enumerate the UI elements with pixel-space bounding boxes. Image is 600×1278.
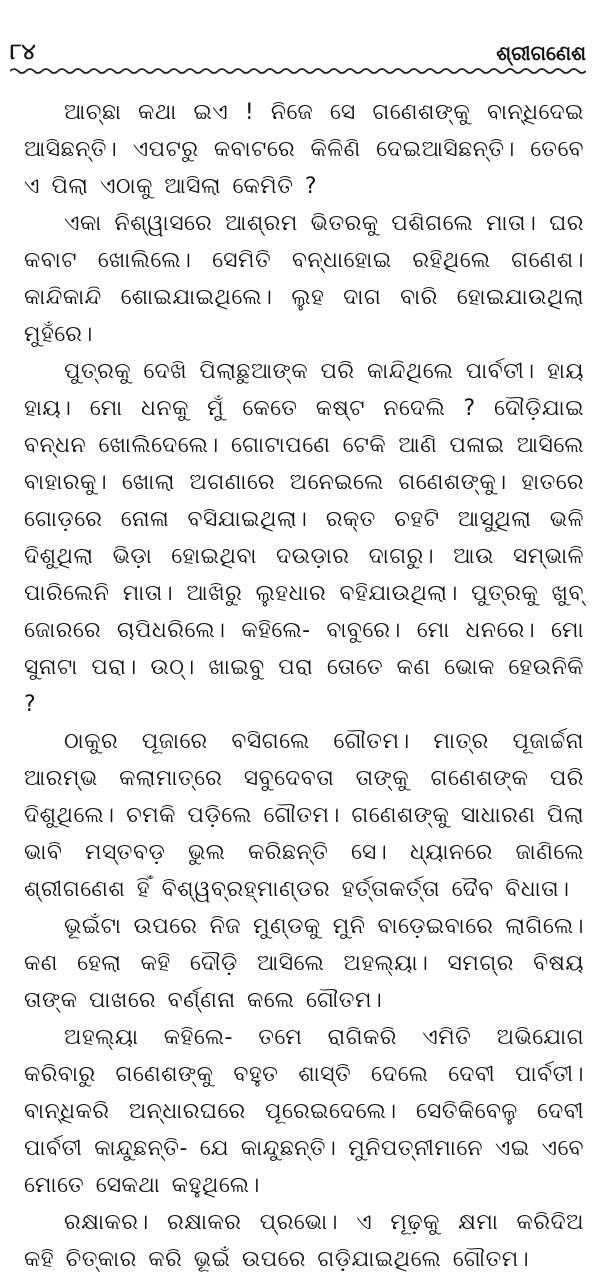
paragraph-1: ଆଚ୍ଛା କଥା ଇଏ ! ନିଜେ ସେ ଗଣେଶଙ୍କୁ ବାନ୍ଧିଦେଇ ଆସିଛନ୍ତି। ଏପଟରୁ କବାଟରେ କିଳିଣି ଦେଇଆସିଛନ୍ତି। ତେବେ ଏ ପିଲା ଏଠାକୁ ଆସିଲା କେମିତି ?	[24, 100, 584, 199]
decorative-wavy-rule	[10, 66, 586, 76]
page-header	[10, 40, 586, 80]
paragraph-2: ଏକା ନିଶ୍ୱାସରେ ଆଶ୍ରମ ଭିତରକୁ ପଶିଗଲେ ମାତା। ଘର କବାଟ ଖୋଲିଲେ। ସେମିତି ବନ୍ଧାହୋଇ ରହିଥିଲେ ଗଣେଶ। କାନ୍ଦିକାନ୍ଦି ଶୋଇଯାଇଥିଲେ। ଲୁହ ଦାଗ ବାରି ହୋଇଯାଉଥିଲା ମୁହଁରେ।	[24, 211, 584, 347]
paragraph-4: ଠାକୁର ପୂଜାରେ ବସିଗଲେ ଗୌତମ। ମାତ୍ର ପୂଜାର୍ଚ୍ଚନା ଆରମ୍ଭ କଲାମାତ୍ରେ ସବୁଦେବତା ତାଙ୍କୁ ଗଣେଶଙ୍କ ପରି ଦିଶୁଥିଲେ। ଚମକି ପଡ଼ିଲେ ଗୌତମ। ଗଣେଶଙ୍କୁ ସାଧାରଣ ପିଲା ଭାବି ମସ୍ତବଡ଼ ଭୁଲ କରିଛନ୍ତି ସେ। ଧ୍ୟାନରେ ଜାଣିଲେ ଶ୍ରୀଗଣେଶ ହିଁ ବିଶ୍ୱବ୍ରହ୍ମାଣ୍ଡର ହର୍ତ୍ତାକର୍ତ୍ତା ଦୈବ ବିଧାତା।	[24, 729, 584, 902]
paragraph-6: ଅହଲ୍ୟା କହିଲେ- ତମେ ରାଗିକରି ଏମିତି ଅଭିଯୋଗ କରିବାରୁ ଗଣେଶଙ୍କୁ ବହୁତ ଶାସ୍ତି ଦେଲେ ଦେବୀ ପାର୍ବତୀ। ବାନ୍ଧିକରି ଅନ୍ଧାରଘରେ ପୂରେଇଦେଲେ। ସେତିକିବେଳୁ ଦେବୀ ପାର୍ବତୀ କାନ୍ଦୁଛନ୍ତି- ଯେ କାନ୍ଦୁଛନ୍ତି। ମୁନିପତ୍ନୀମାନେ ଏଇ ଏବେ ମୋତେ ସେକଥା କହୁଥିଲେ।	[24, 1025, 584, 1198]
page-number: ୮୪	[10, 40, 36, 65]
paragraph-5: ଭୂଇଁଟା ଉପରେ ନିଜ ମୁଣ୍ଡକୁ ମୁନି ବାଡ଼େଇବାରେ ଲାଗିଲେ। କଣ ହେଲା କହି ଦୌଡ଼ି ଆସିଲେ ଅହଲ୍ୟା। ସମଗ୍ର ବିଷୟ ତାଙ୍କ ପାଖରେ ବର୍ଣ୍ଣନା କଲେ ଗୌତମ।	[24, 914, 584, 1013]
running-title: ଶ୍ରୀଗଣେଶ	[496, 41, 586, 65]
paragraph-7: ରକ୍ଷାକର। ରକ୍ଷାକର ପ୍ରଭୋ। ଏ ମୂଢ଼କୁ କ୍ଷମା କରିଦିଅ କହି ଚିତ୍କାର କରି ଭୂଇଁ ଉପରେ ଗଡ଼ିଯାଇଥିଲେ ଗୌତମ।	[24, 1210, 584, 1272]
paragraph-3: ପୁତ୍ରକୁ ଦେଖି ପିଲାଛୁଆଙ୍କ ପରି କାନ୍ଦିଥିଲେ ପାର୍ବତୀ। ହାୟ ହାୟ। ମୋ ଧନକୁ ମୁଁ କେତେ କଷ୍ଟ ନଦେଲି ? ଦୌଡ଼ିଯାଇ ବନ୍ଧନ ଖୋଲିଦେଲେ। ଗୋଟାପଣେ ଟେକି ଆଣି ପଳାଇ ଆସିଲେ ବାହାରକୁ। ଖୋଲା ଅଗଣାରେ ଅନେଇଲେ ଗଣେଶଙ୍କୁ। ହାତରେ ଗୋଡ଼ରେ ନୋଳା ବସିଯାଇଥିଲା। ରକ୍ତ ଚହଟି ଆସୁଥିଲା ଭଳି ଦିଶୁଥିଲା ଭିଡ଼ା ହୋଇଥିବା ଦଉଡ଼ାର ଦାଗରୁ। ଆଉ ସମ୍ଭାଳି ପାରିଲେନି ମାତା। ଆଖିରୁ ଲୁହଧାର ବହିଯାଉଥିଲା। ପୁତ୍ରକୁ ଖୁବ୍ ଜୋରରେ ଚାପିଧରିଲେ। କହିଲେ- ବାବୁରେ। ମୋ ଧନରେ। ମୋ ସୁନାଟା ପରା। ଉଠ୍। ଖାଇବୁ ପରା ତୋତେ କଣ ଭୋକ ହେଉନିକି ?	[24, 359, 584, 717]
body-text	[24, 94, 584, 1278]
